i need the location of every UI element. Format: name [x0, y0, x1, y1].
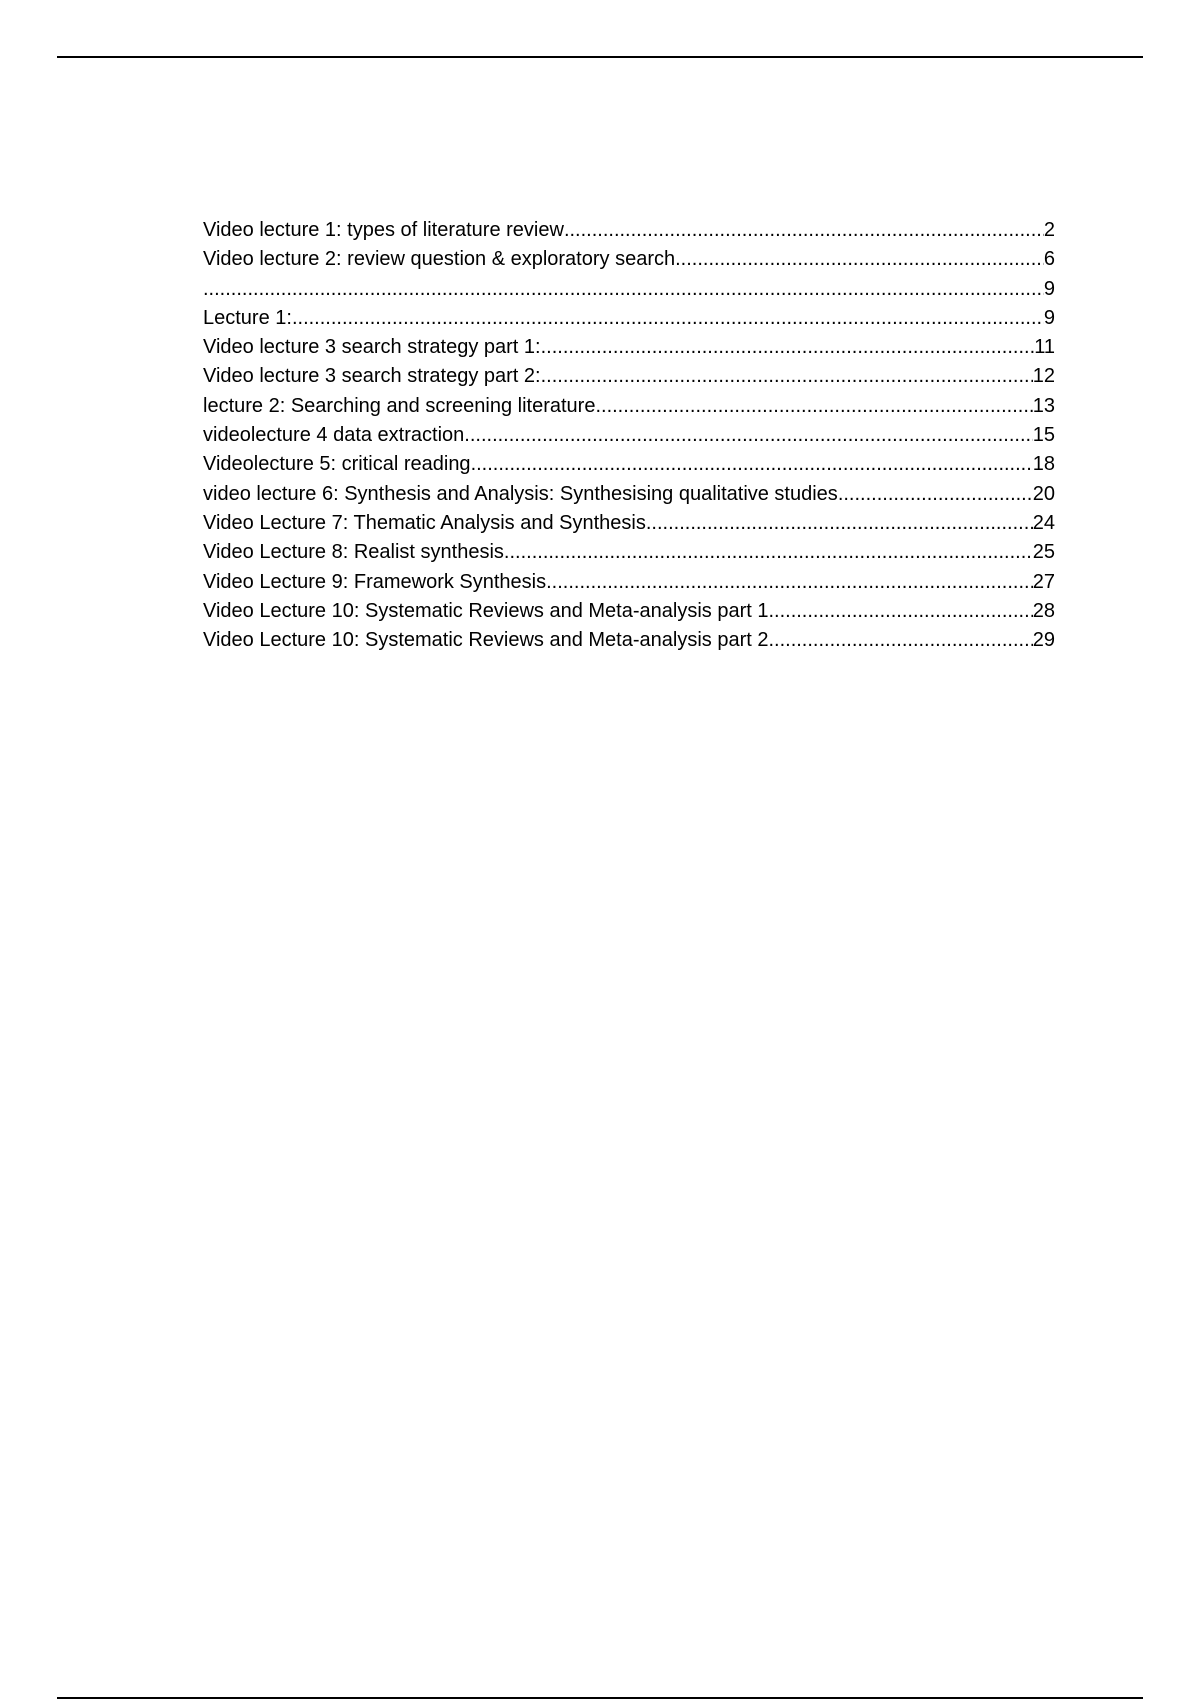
toc-dot-leader [564, 216, 1044, 245]
toc-entry-page: 25 [1032, 541, 1055, 564]
toc-entry-title: video lecture 6: Synthesis and Analysis: Synthesising qualitative studies [203, 482, 838, 505]
toc-entry[interactable] [203, 480, 1055, 509]
toc-entry[interactable] [203, 421, 1055, 450]
toc-dot-leader [768, 626, 1032, 655]
toc-entry-page: 15 [1032, 424, 1055, 447]
toc-dot-leader [768, 597, 1032, 626]
toc-entry-title: Video Lecture 9: Framework Synthesis [203, 570, 547, 593]
toc-entry-page: 2 [1043, 219, 1055, 241]
toc-entry-title: Videolecture 5: critical reading [203, 453, 471, 476]
toc-entry-page: 20 [1032, 482, 1055, 505]
toc-dot-leader [504, 538, 1033, 567]
toc-entry[interactable] [203, 245, 1055, 274]
toc-entry-title: Video lecture 1: types of literature review [203, 219, 564, 241]
toc-entry[interactable] [203, 568, 1055, 597]
toc-entry-title: lecture 2: Searching and screening literature [203, 394, 596, 417]
toc-entry-title: Video Lecture 8: Realist synthesis [203, 541, 504, 564]
toc-entry[interactable] [203, 392, 1055, 421]
toc-entry-page: 12 [1032, 365, 1055, 388]
toc-dot-leader [675, 245, 1044, 274]
toc-entry-title: Video lecture 3 search strategy part 1: [203, 336, 541, 359]
toc-entry-page: 27 [1032, 570, 1055, 593]
toc-entry[interactable] [203, 216, 1055, 245]
toc-dot-leader [203, 275, 1044, 304]
toc-entry[interactable] [203, 333, 1055, 362]
toc-entry[interactable] [203, 362, 1055, 391]
toc-entry-page: 9 [1043, 277, 1055, 300]
toc-entry-title: Lecture 1: [203, 306, 292, 329]
toc-dot-leader [541, 362, 1033, 391]
toc-entry[interactable] [203, 626, 1055, 655]
toc-entry-title: Video lecture 2: review question & exploratory search [203, 248, 676, 271]
toc-entry-page: 6 [1043, 248, 1055, 271]
toc-dot-leader [541, 333, 1035, 362]
toc-entry[interactable] [203, 597, 1055, 626]
toc-entry-page: 11 [1034, 336, 1055, 359]
toc-entry[interactable] [203, 304, 1055, 333]
toc-dot-leader [595, 392, 1032, 421]
toc-entry-page: 24 [1032, 511, 1055, 534]
toc-entry-page: 13 [1032, 394, 1055, 417]
toc-dot-leader [646, 509, 1033, 538]
toc-dot-leader [471, 450, 1033, 479]
header-rule [57, 56, 1143, 58]
toc-entry-page: 9 [1043, 306, 1055, 329]
toc-entry-title: Video lecture 3 search strategy part 2: [203, 365, 541, 388]
toc-dot-leader [546, 568, 1033, 597]
toc-entry[interactable] [203, 275, 1055, 304]
toc-entry[interactable] [203, 509, 1055, 538]
toc-dot-leader [292, 304, 1044, 333]
toc-entry-page: 28 [1032, 599, 1055, 622]
toc-dot-leader [464, 421, 1032, 450]
toc-entry-title: Video Lecture 7: Thematic Analysis and Synthesis [203, 511, 646, 534]
toc-entry-page: 29 [1032, 629, 1055, 652]
toc-entry-title: videolecture 4 data extraction [203, 424, 465, 447]
table-of-contents [203, 216, 1055, 655]
toc-dot-leader [838, 480, 1033, 509]
toc-entry-title: Video Lecture 10: Systematic Reviews and Meta-analysis part 1 [203, 599, 769, 622]
toc-entry-page: 18 [1032, 453, 1055, 476]
toc-entry[interactable] [203, 450, 1055, 479]
footer-rule [57, 1697, 1143, 1699]
toc-entry-title: Video Lecture 10: Systematic Reviews and Meta-analysis part 2 [203, 629, 769, 652]
toc-entry[interactable] [203, 538, 1055, 567]
